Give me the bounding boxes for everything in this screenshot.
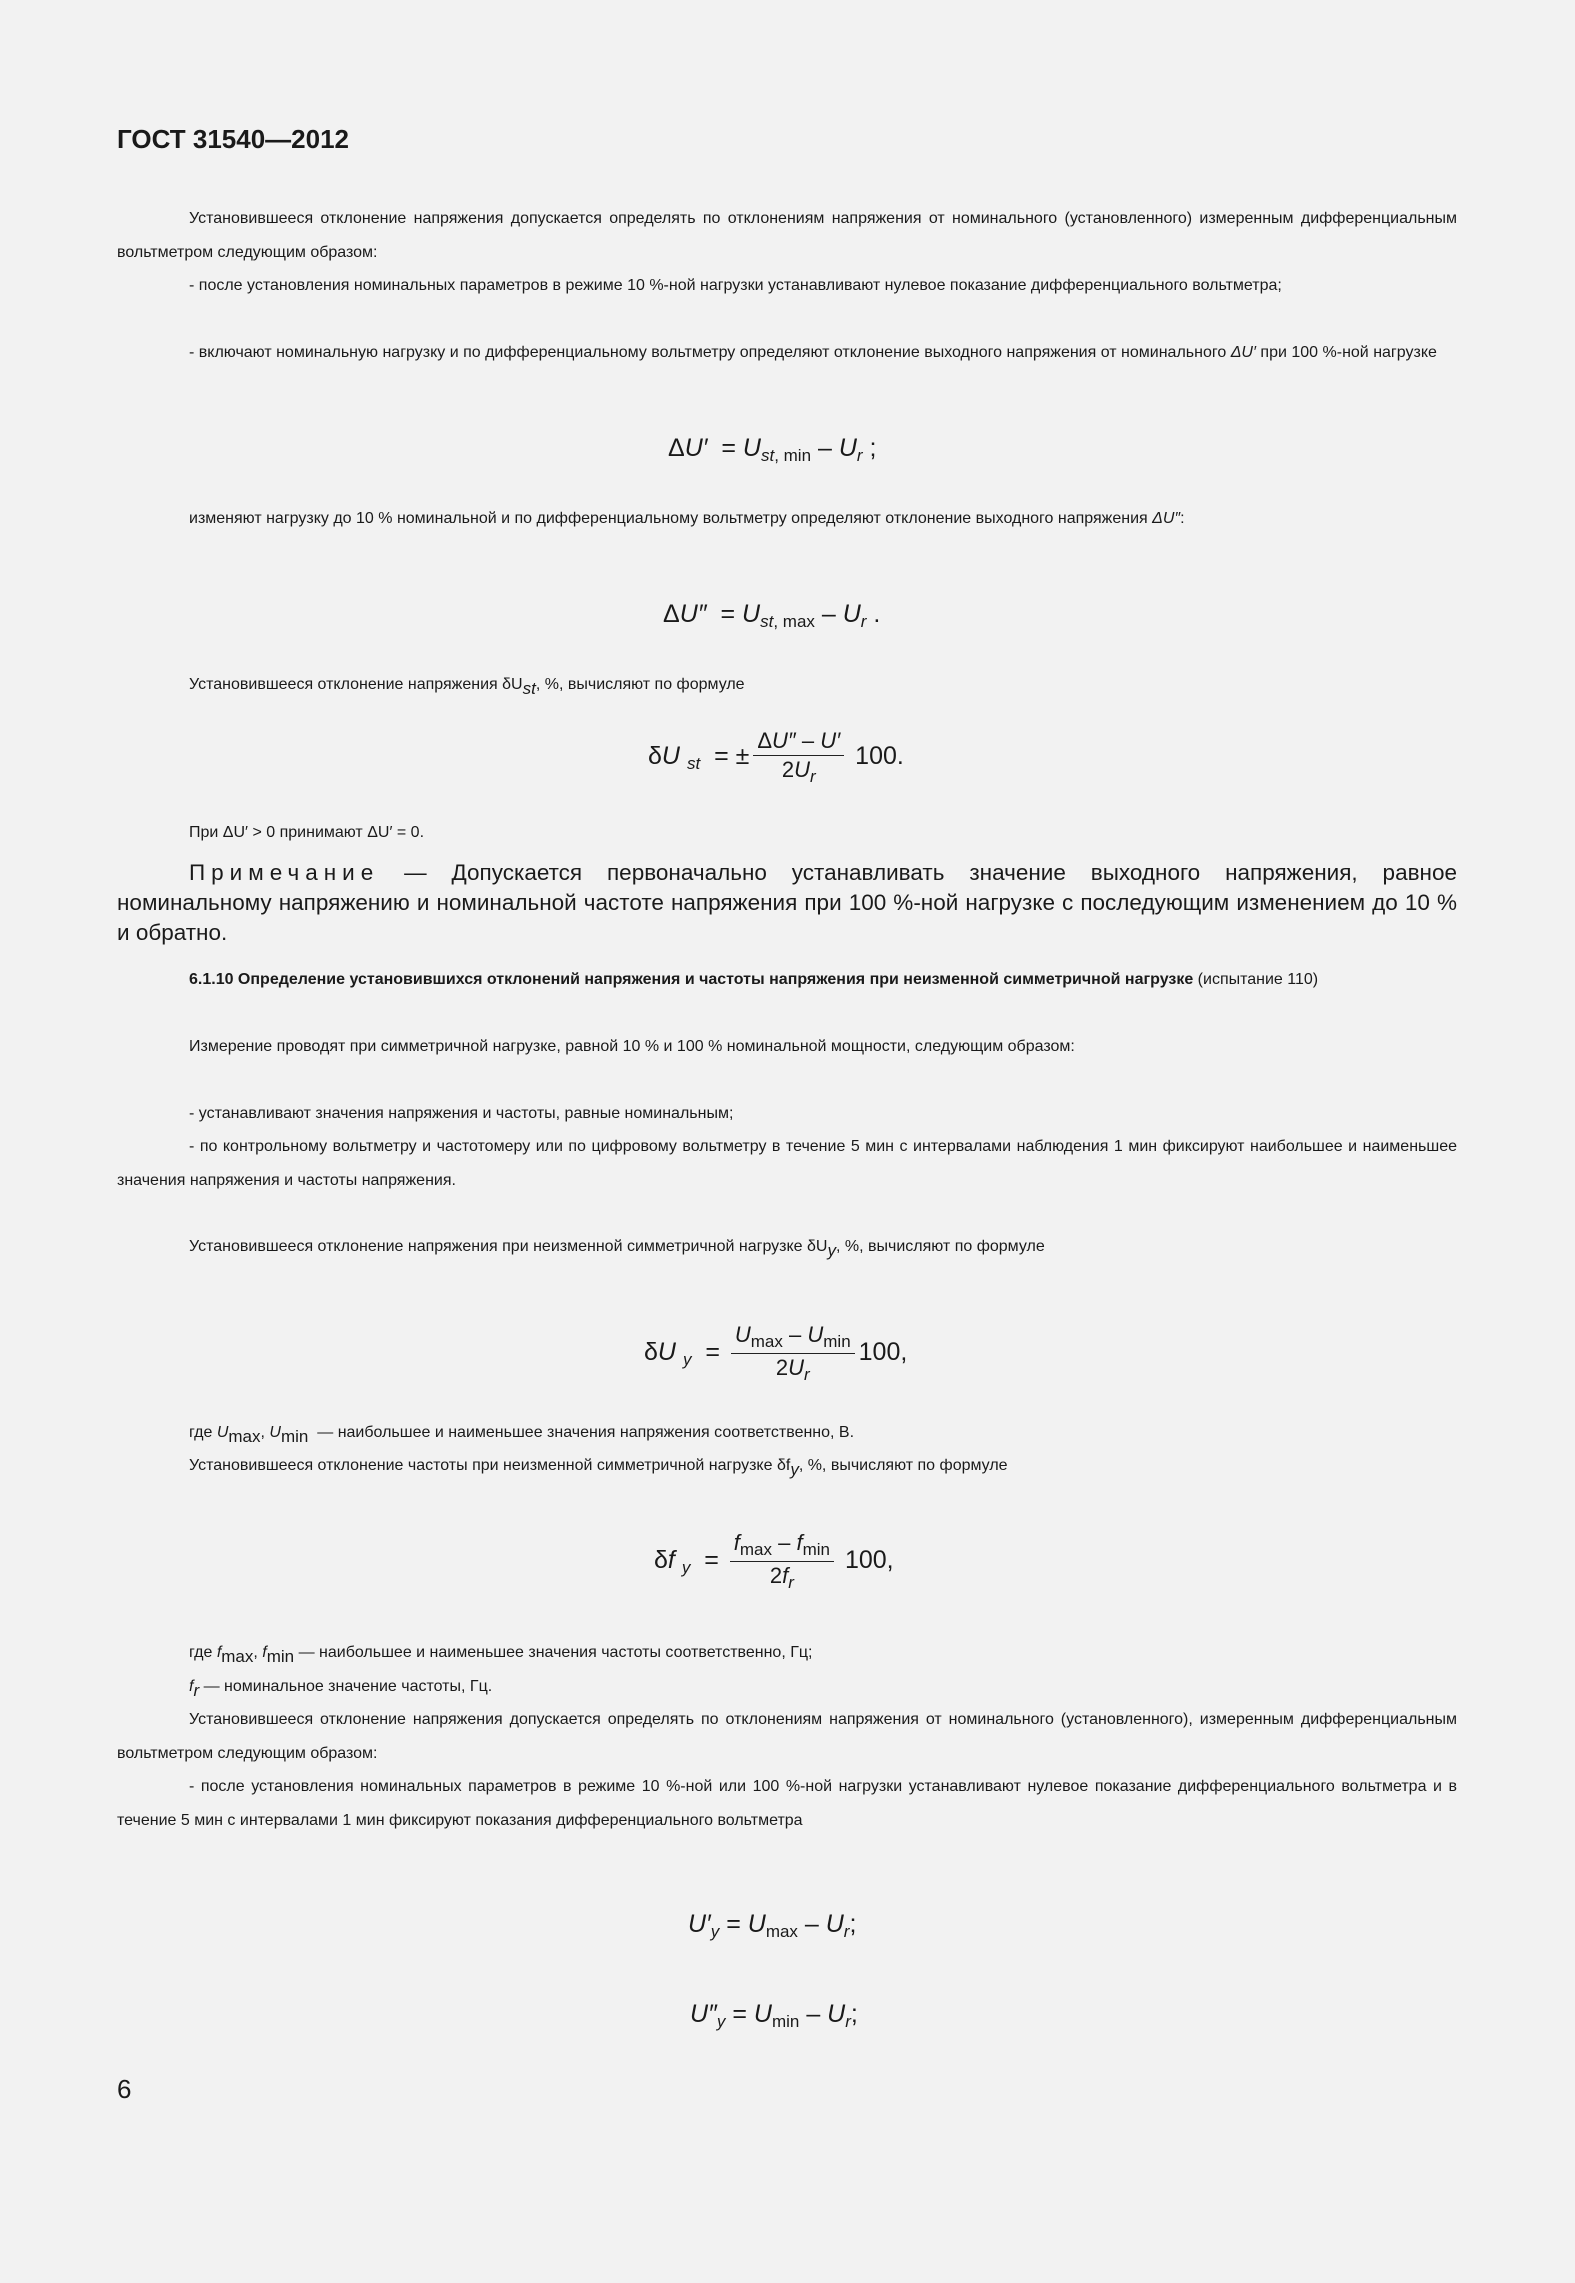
paragraph-12: Установившееся отклонение частоты при неизменной симметричной нагрузке $\delta f_y$, %, вычисляют по формуле	[189, 1457, 1008, 1479]
paragraph-15: Установившееся отклонение напряжения допускается определять по отклонениям напряжения от номинального (установленного), измеренным дифференциальным вольтметром следующим образом:	[117, 1711, 1457, 1762]
formula-delta-u-prime: $\Delta U' = U_{st, min} - U_r$ ;	[668, 434, 877, 465]
formula-delta-u-st: δU $_{st}$ = ± $\frac{\Delta U'' - U'}{2U_r}$ 100.	[648, 728, 904, 786]
paragraph-3: - включают номинальную нагрузку и по дифференциальному вольтметру определяют отклонение выходного напряжения от номинального ΔU′ при 100 %-ной нагрузке	[189, 344, 1437, 361]
formula-delta-f-y: δf $_y$ = $\frac{f_{max} - f_{min}}{2f_r}$ 100,	[654, 1530, 894, 1592]
paragraph-1: Установившееся отклонение напряжения допускается определять по отклонениям напряжения от номинального (установленного) измеренным дифференциальным вольтметром следующим образом:	[117, 210, 1457, 261]
section-heading: 6.1.10 Определение установившихся отклонений напряжения и частоты напряжения при неизменной симметричной нагрузке (испытание 110)	[189, 971, 1319, 988]
note-label: Примечание	[189, 860, 380, 885]
paragraph-8: - устанавливают значения напряжения и частоты, равные номинальным;	[189, 1105, 734, 1122]
paragraph-2: - после установления номинальных параметров в режиме 10 %-ной нагрузки устанавливают нулевое показание дифференциального вольтметра;	[189, 277, 1282, 294]
page-number: 6	[117, 2074, 132, 2104]
formula-u-y-double-prime: $U''_y = U_{min} - U_r$;	[690, 2000, 858, 2031]
paragraph-5: Установившееся отклонение напряжения $\delta U_{st}$, %, вычисляют по формуле	[189, 676, 745, 698]
formula-u-y-prime: $U'_y = U_{max} - U_r$;	[688, 1910, 857, 1941]
paragraph-11: где $U_{max}$, $U_{min}$ — наибольшее и наименьшее значения напряжения соответственно, В.	[189, 1424, 855, 1446]
paragraph-6: При ΔU′ > 0 принимают ΔU′ = 0.	[189, 824, 425, 841]
formula-delta-u-double-prime: $\Delta U'' = U_{st, max} - U_r$ .	[663, 600, 881, 631]
note: Примечание — Допускается первоначально устанавливать значение выходного напряжения, равное номинальному напряжению и номинальной частоте напряжения при 100 %-ной нагрузке с последующим изменением до 10 % и обратно.	[117, 860, 1457, 945]
document-header: ГОСТ 31540—2012	[117, 124, 349, 154]
paragraph-9: - по контрольному вольтметру и частотомеру или по цифровому вольтметру в течение 5 мин с интервалами наблюдения 1 мин фиксируют наибольшее и наименьшее значения напряжения и частоты напряжения.	[117, 1138, 1457, 1189]
paragraph-10: Установившееся отклонение напряжения при неизменной симметричной нагрузке $\delta U_y$, %, вычисляют по формуле	[189, 1238, 1045, 1260]
paragraph-16: - после установления номинальных параметров в режиме 10 %-ной или 100 %-ной нагрузки устанавливают нулевое показание дифференциального вольтметра и в течение 5 мин с интервалами 1 мин фиксируют показания дифференциального вольтметра	[117, 1778, 1457, 1829]
paragraph-7: Измерение проводят при симметричной нагрузке, равной 10 % и 100 % номинальной мощности, следующим образом:	[189, 1038, 1075, 1055]
formula-delta-u-y: δU $_y$ = $\frac{U_{max} - U_{min}}{2U_r}$ 100,	[644, 1322, 908, 1384]
paragraph-13: где $f_{max}$, $f_{min}$ — наибольшее и наименьшее значения частоты соответственно, Гц;	[189, 1644, 813, 1666]
paragraph-4: изменяют нагрузку до 10 % номинальной и по дифференциальному вольтметру определяют отклонение выходного напряжения ΔU″:	[189, 510, 1185, 527]
paragraph-14: $f_r$ — номинальное значение частоты, Гц.	[189, 1678, 493, 1700]
